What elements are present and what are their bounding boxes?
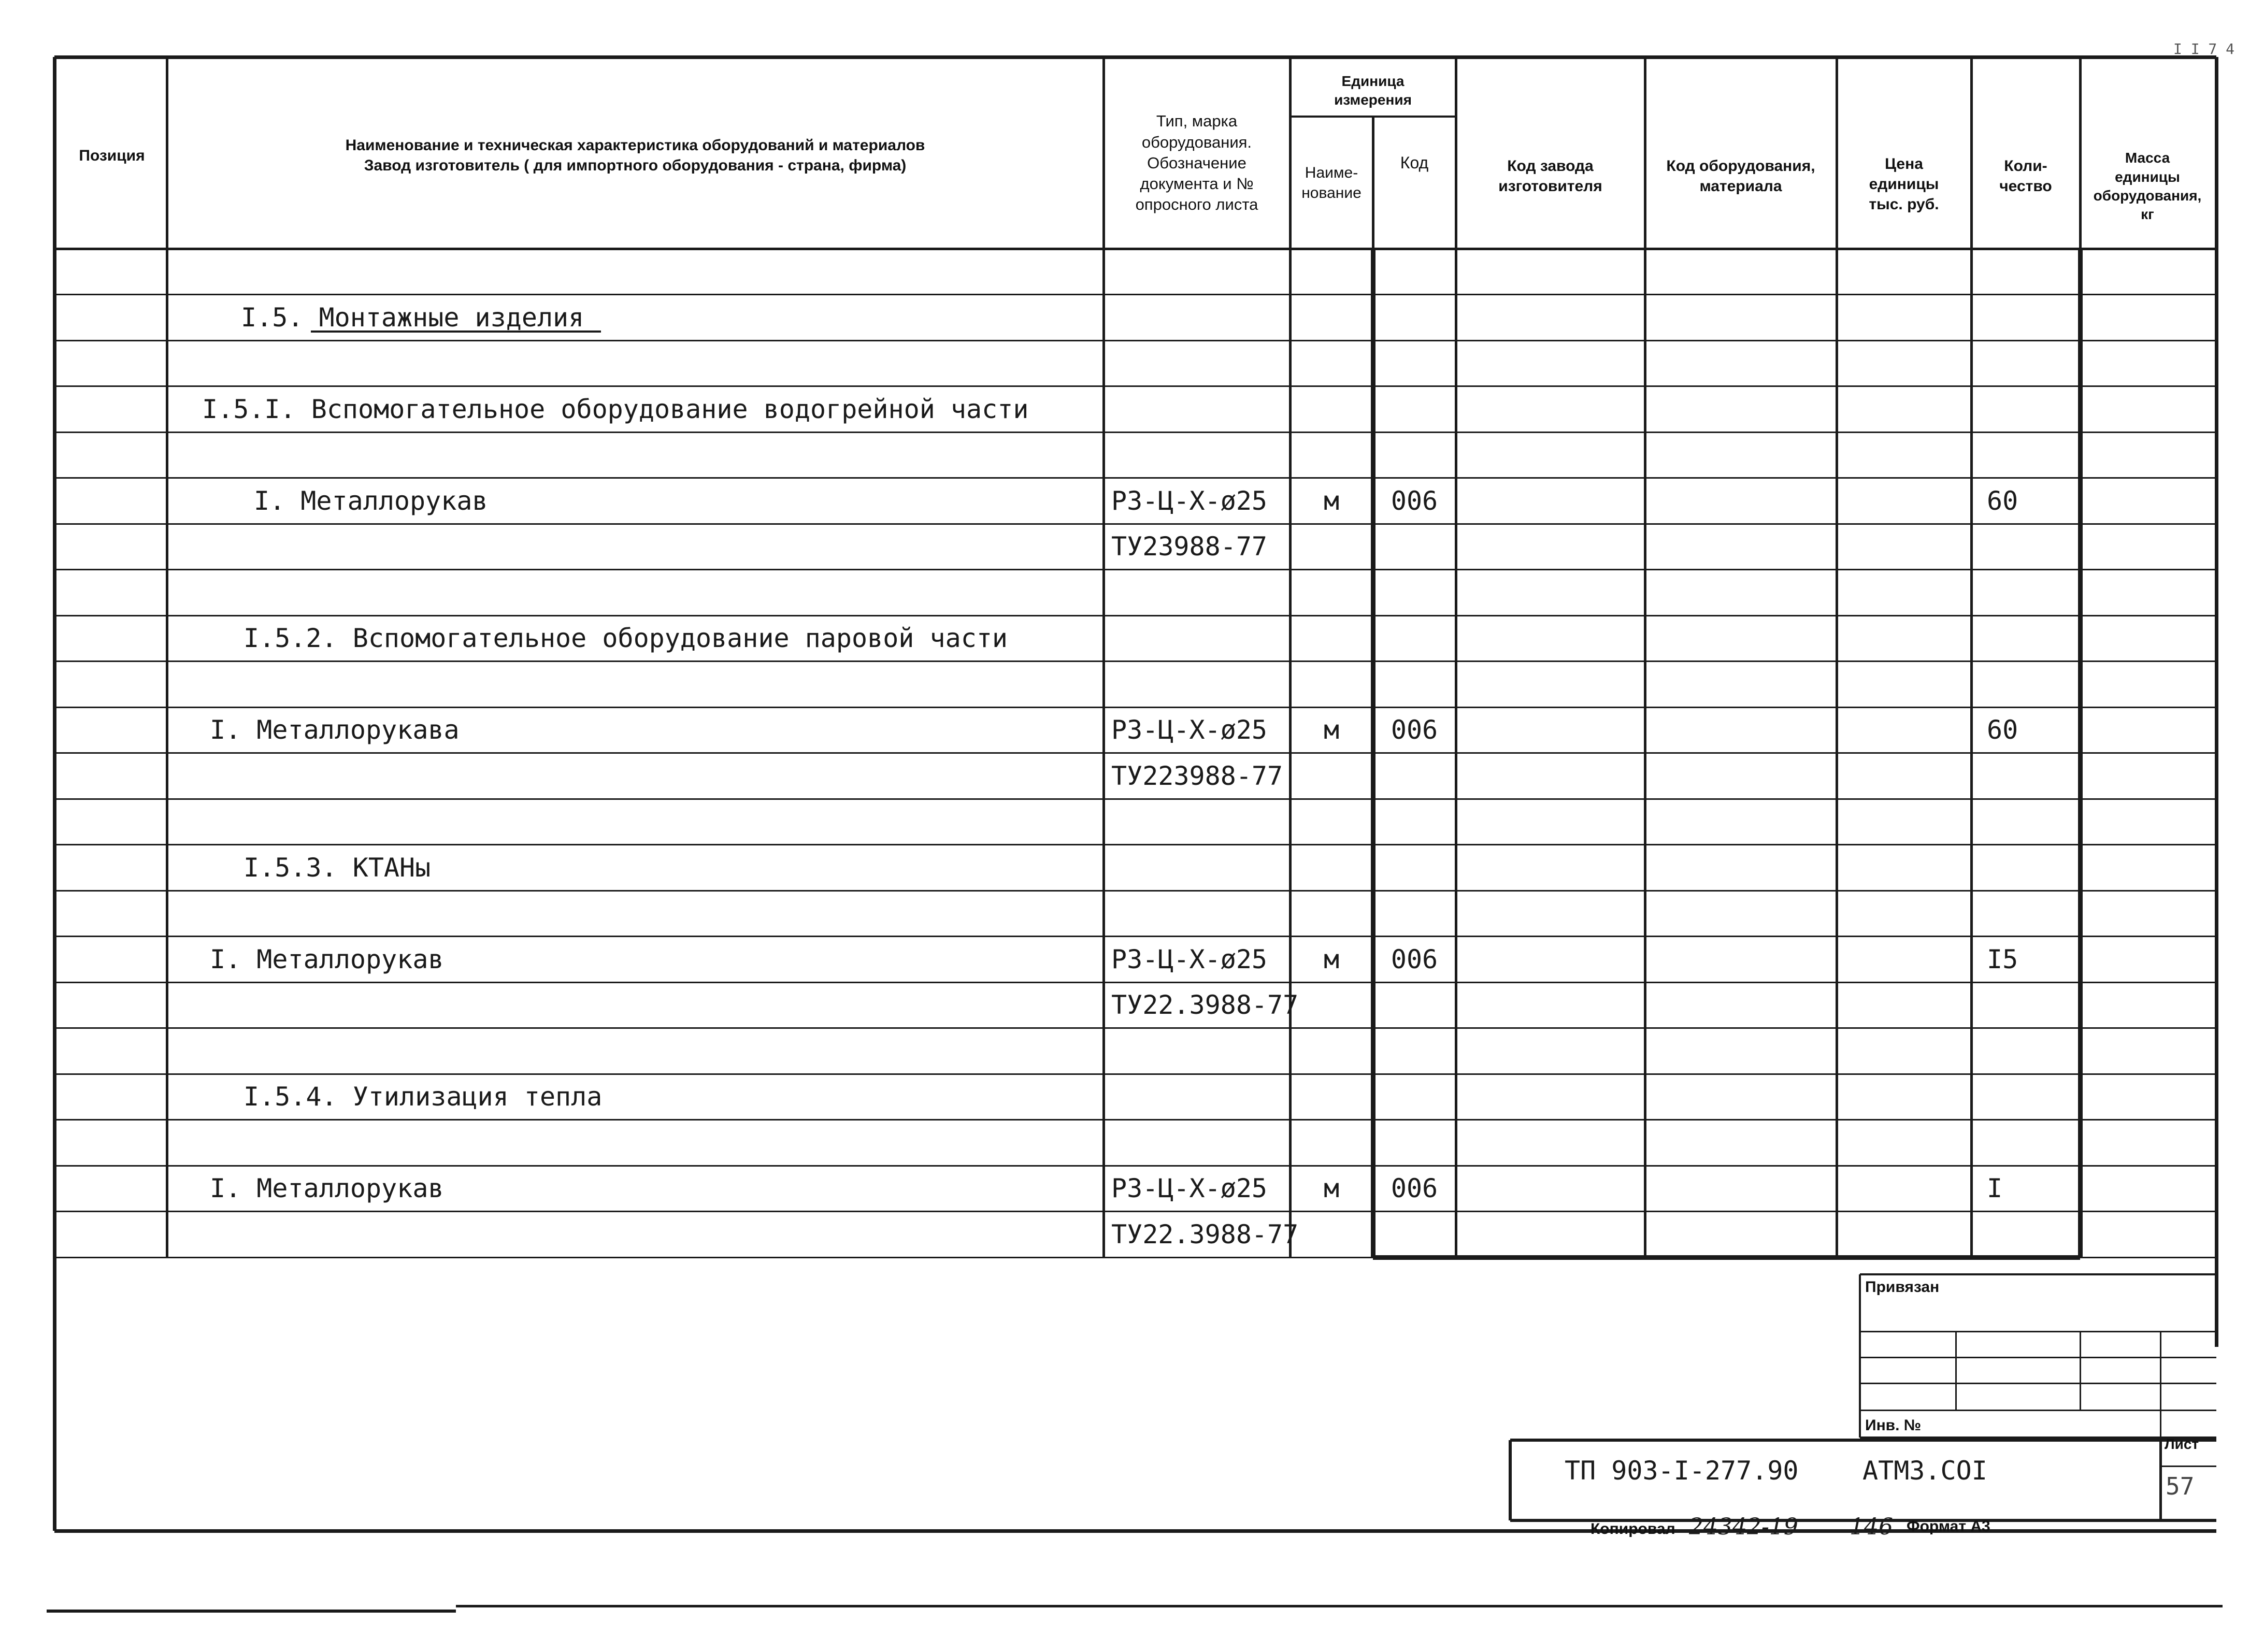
unit-name — [1290, 570, 1373, 615]
stamp-line — [2160, 1331, 2161, 1438]
unit-code — [1373, 890, 1456, 936]
header-quantity: Коли- чество — [1999, 157, 2052, 195]
unit-code — [1373, 1120, 1456, 1166]
sheet-label: Лист — [2165, 1436, 2199, 1452]
stamp-inv-label: Инв. № — [1865, 1417, 1922, 1434]
item-name: I. Металлорукав — [210, 944, 444, 974]
stamp-line — [1860, 1273, 2216, 1275]
header-unit-name: Наиме- нование — [1301, 164, 1362, 202]
item-name: I.5.3. КТАНы — [243, 852, 431, 883]
unit-code: 006 — [1391, 1173, 1438, 1203]
header-position: Позиция — [79, 147, 145, 164]
unit-code — [1373, 1212, 1456, 1257]
unit-name — [1290, 890, 1373, 936]
stamp-line — [1955, 1331, 1957, 1410]
unit-code — [1373, 615, 1456, 661]
stamp-line — [1860, 1383, 2216, 1384]
type-mark: ТУ223988-77 — [1111, 760, 1283, 791]
header-type-mark: Тип, марка оборудования. Обозначение документа и № опросного листа — [1135, 112, 1258, 214]
unit-name — [1290, 799, 1373, 844]
quantity: I5 — [1987, 944, 2018, 974]
unit-name — [1290, 524, 1373, 569]
unit-name — [1290, 845, 1373, 890]
unit-name: м — [1323, 485, 1340, 516]
copied-number: 24342-19 — [1689, 1514, 1798, 1540]
quantity: 60 — [1987, 485, 2018, 516]
unit-name — [1290, 615, 1373, 661]
header-name-line1: Наименование и техническая характеристика оборудований и материалов — [345, 137, 925, 154]
unit-name — [1290, 386, 1373, 432]
stamp-line — [1859, 1274, 1861, 1438]
unit-code — [1373, 753, 1456, 799]
header-name-line2: Завод изготовитель ( для импортного оборудования - страна, фирма) — [364, 157, 907, 174]
item-name: I.5.I. Вспомогательное оборудование водогрейной части — [202, 394, 1029, 424]
table-top-border — [54, 55, 2216, 59]
unit-name — [1290, 432, 1373, 478]
stamp-line — [1860, 1331, 2216, 1332]
doc-number: ТП 903-I-277.90 — [1565, 1456, 1799, 1486]
unit-code — [1373, 340, 1456, 386]
header-mass: Масса единицы оборудования, кг — [2093, 150, 2202, 223]
unit-code — [1373, 662, 1456, 707]
unit-name — [1290, 340, 1373, 386]
item-name: I. Металлорукав — [210, 1173, 444, 1203]
stamp-line — [2080, 1331, 2081, 1410]
frame-left-border — [53, 57, 56, 1531]
header-equipment-code: Код оборудования, материала — [1666, 157, 1815, 195]
format-label: Формат А3 — [1907, 1518, 1990, 1535]
header-unit-group: Единица измерения — [1334, 73, 1412, 108]
unit-name — [1290, 662, 1373, 707]
type-mark: РЗ-Ц-Х-ø25 — [1111, 944, 1268, 974]
unit-code — [1373, 1028, 1456, 1074]
unit-name — [1290, 1120, 1373, 1166]
unit-code — [1373, 386, 1456, 432]
column-line — [1644, 57, 1646, 1257]
doc-mark: АТМЗ.СОI — [1862, 1456, 1987, 1486]
unit-code — [1373, 432, 1456, 478]
unit-code — [1373, 570, 1456, 615]
unit-name — [1290, 982, 1373, 1028]
unit-code — [1373, 524, 1456, 569]
item-name: I.5.4. Утилизация тепла — [243, 1082, 603, 1112]
unit-name — [1290, 1028, 1373, 1074]
unit-name: м — [1323, 944, 1340, 974]
unit-name — [1290, 753, 1373, 799]
unit-name — [1290, 249, 1373, 294]
unit-code — [1373, 845, 1456, 890]
header-name — [167, 62, 1104, 249]
unit-name: м — [1323, 1173, 1340, 1203]
frame-right-border — [2215, 57, 2218, 1347]
unit-code — [1373, 1074, 1456, 1119]
quantity: I — [1987, 1173, 2003, 1203]
header-price: Цена единицы тыс. руб. — [1869, 155, 1939, 213]
unit-name — [1290, 1074, 1373, 1119]
unit-name: м — [1323, 715, 1340, 745]
type-mark: РЗ-Ц-Х-ø25 — [1111, 1173, 1268, 1203]
unit-code — [1373, 799, 1456, 844]
sheet-cell-divider — [2160, 1466, 2216, 1467]
bottom-rule-left — [47, 1610, 456, 1613]
item-name: I.5.2. Вспомогательное оборудование паровой части — [243, 623, 1008, 653]
type-mark: ТУ23988-77 — [1111, 531, 1268, 562]
unit-code — [1373, 295, 1456, 340]
type-mark: ТУ22.3988-77 — [1111, 1219, 1299, 1249]
unit-code: 006 — [1391, 715, 1438, 745]
corner-mark: I I 7 4 — [2173, 40, 2235, 58]
unit-code — [1373, 982, 1456, 1028]
header-unit-code: Код — [1400, 153, 1429, 173]
unit-code: 006 — [1391, 944, 1438, 974]
copied-label: Копировал — [1590, 1520, 1675, 1538]
item-name: I.5. Монтажные изделия — [241, 302, 584, 333]
doc-box-left — [1509, 1440, 1512, 1520]
quantity: 60 — [1987, 715, 2018, 745]
type-mark: РЗ-Ц-Х-ø25 — [1111, 715, 1268, 745]
unit-code: 006 — [1391, 485, 1438, 516]
type-mark: РЗ-Ц-Х-ø25 — [1111, 485, 1268, 516]
stamp-line — [1860, 1357, 2216, 1358]
unit-code — [1373, 249, 1456, 294]
stamp-privyazan-label: Привязан — [1865, 1278, 1940, 1296]
item-name: I. Металлорукава — [210, 715, 460, 745]
sheet-number: 57 — [2166, 1472, 2195, 1500]
bottom-rule-right — [456, 1605, 2223, 1607]
unit-name — [1290, 295, 1373, 340]
doc-box-sheet-divider — [2159, 1440, 2162, 1520]
header-plant-code: Код завода изготовителя — [1498, 157, 1602, 195]
unit-name — [1290, 1212, 1373, 1257]
type-mark: ТУ22.3988-77 — [1111, 990, 1299, 1020]
doc-box-top — [1510, 1439, 2216, 1442]
copied-page: 146 — [1850, 1514, 1893, 1540]
stamp-line — [1860, 1410, 2216, 1411]
item-name: I. Металлорукав — [254, 485, 488, 516]
